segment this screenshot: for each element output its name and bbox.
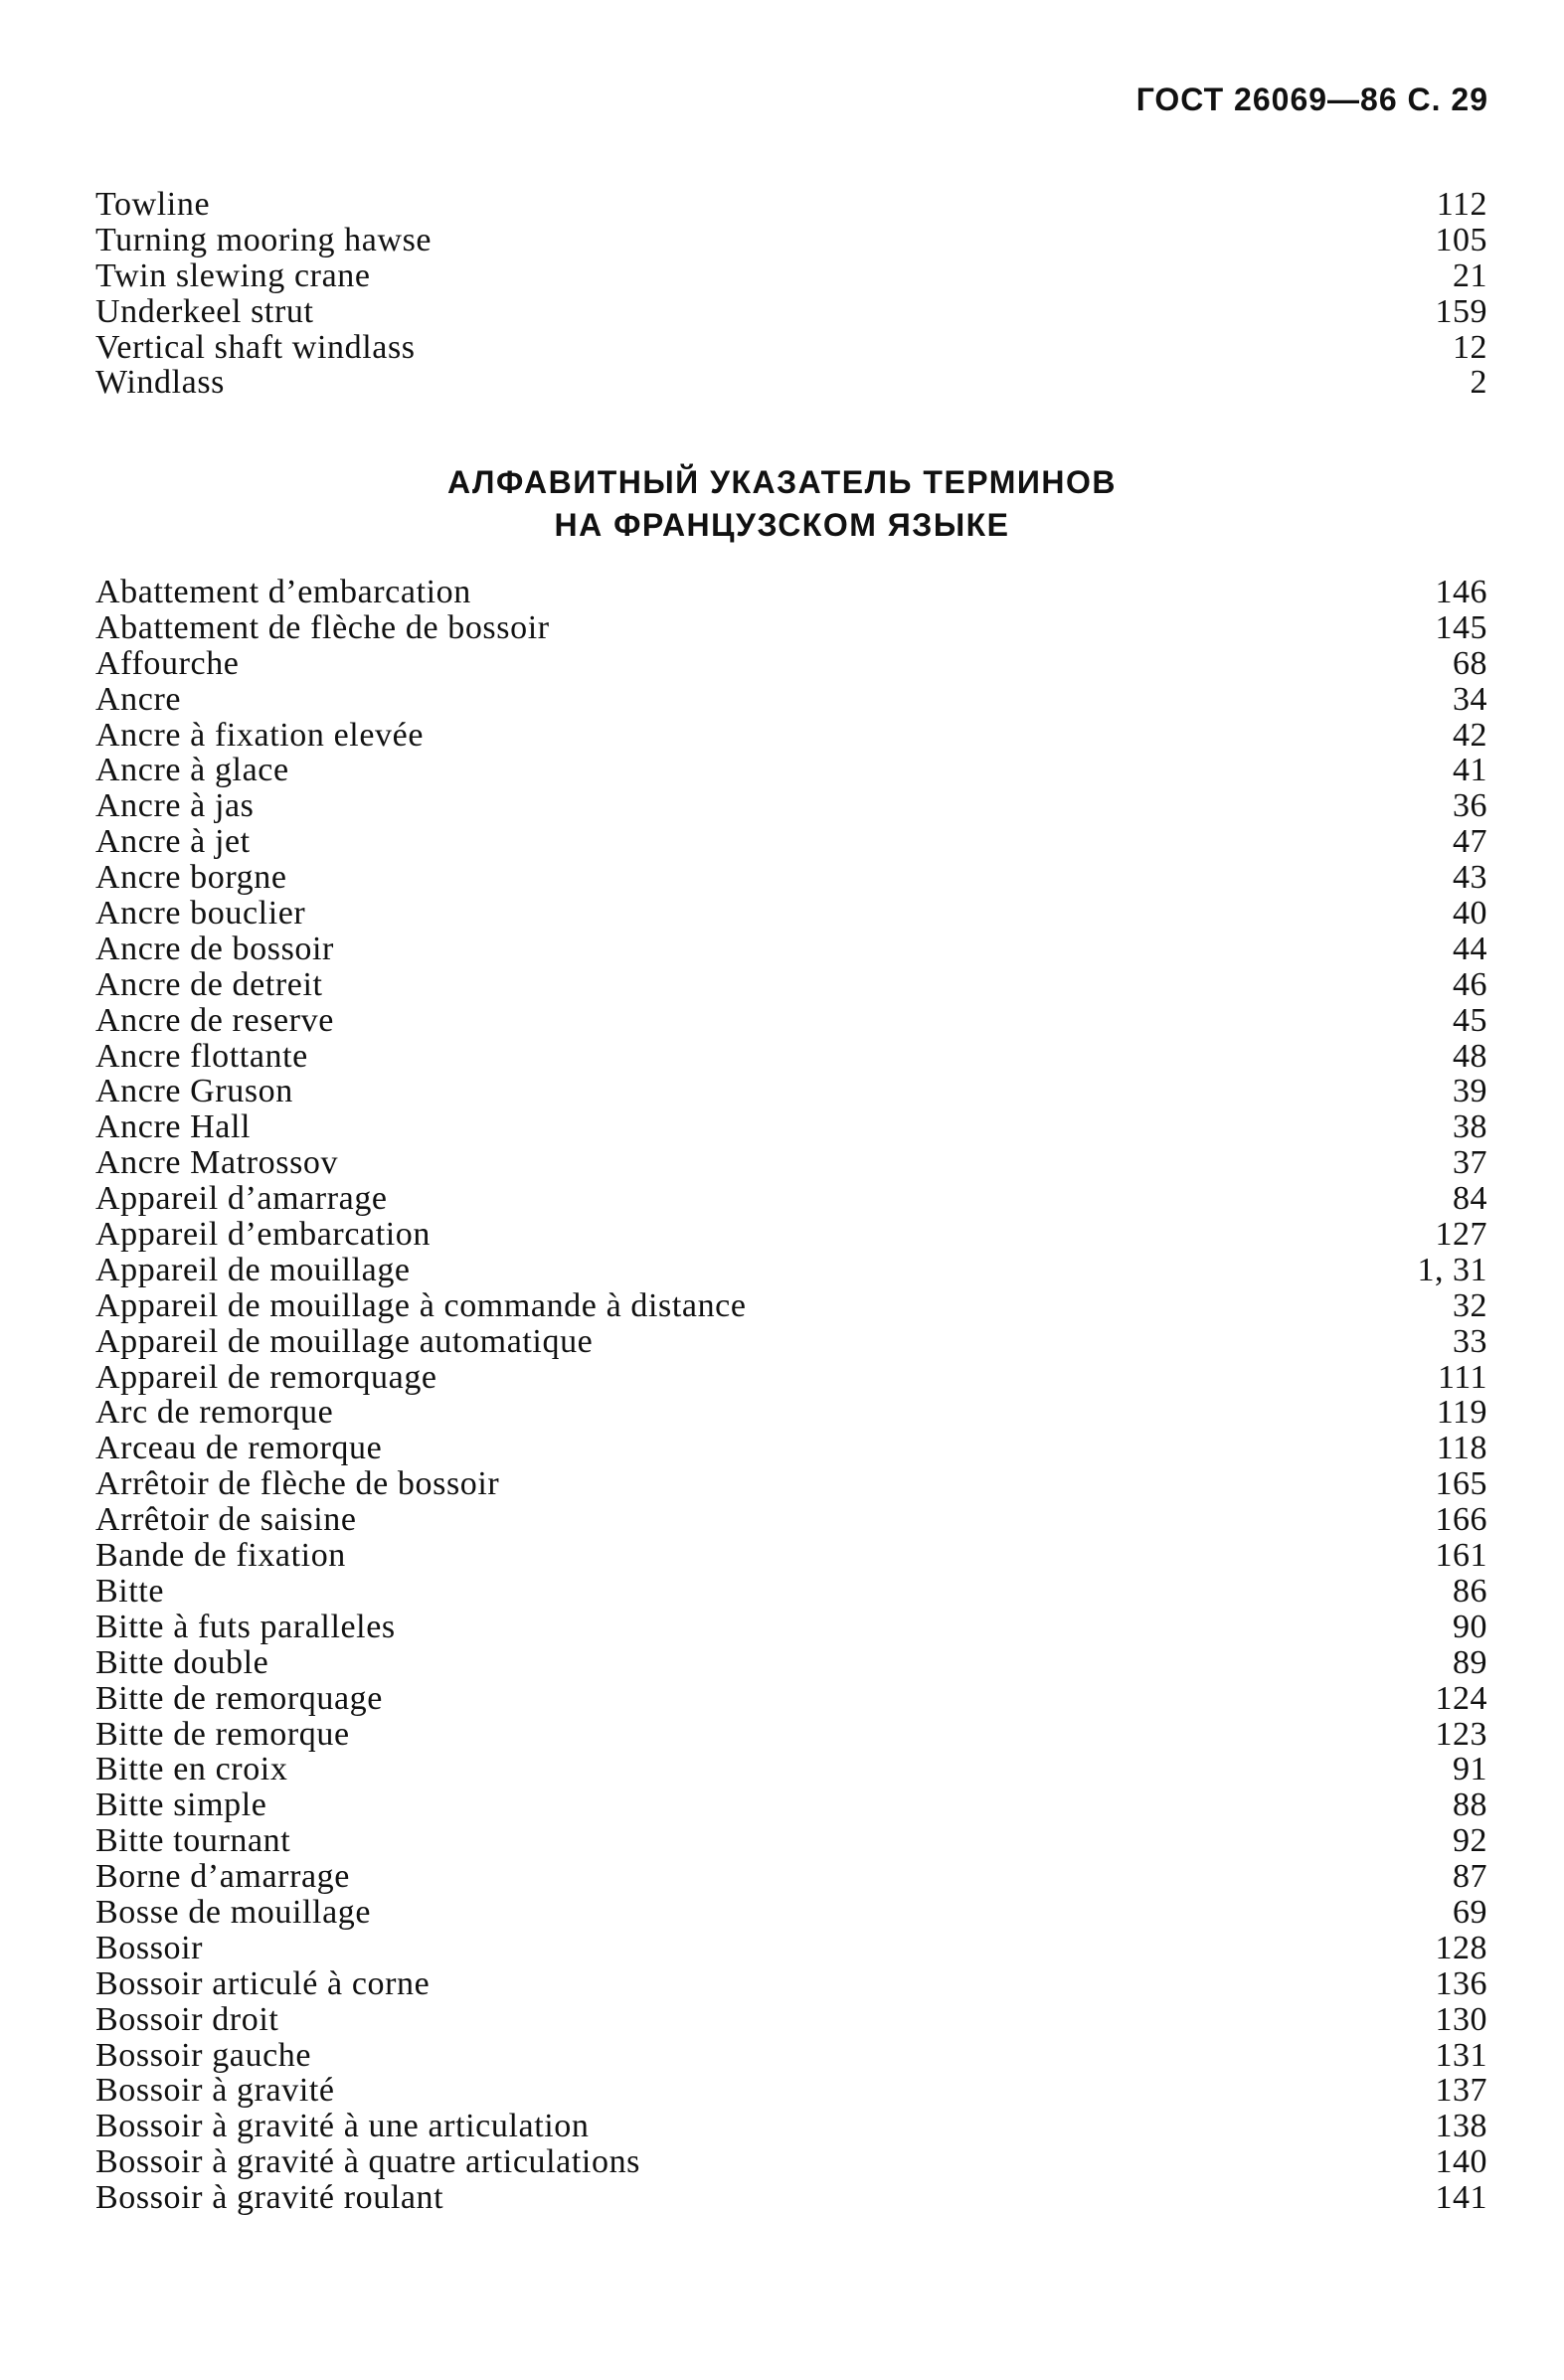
term-text: Appareil d’embarcation: [95, 1216, 431, 1254]
term-number: 48: [1453, 1037, 1487, 1075]
term-text: Twin slewing crane: [95, 256, 371, 294]
term-text: Bitte de remorque: [95, 1715, 350, 1753]
page-header: ГОСТ 26069—86 С. 29: [1135, 82, 1488, 117]
index-entry: [95, 1431, 1487, 1466]
term-text: Ancre de reserve: [95, 1001, 334, 1039]
term-text: Affourche: [95, 644, 240, 682]
term-number: 92: [1453, 1822, 1487, 1860]
term-text: Ancre de bossoir: [95, 930, 334, 967]
section-heading-line-1: АЛФАВИТНЫЙ УКАЗАТЕЛЬ ТЕРМИНОВ: [447, 464, 1117, 500]
term-number: 34: [1453, 680, 1487, 718]
term-text: Bossoir: [95, 1929, 204, 1966]
index-entry: [95, 575, 1487, 610]
term-number: 141: [1435, 2179, 1487, 2217]
index-entry: [95, 753, 1487, 788]
term-text: Bossoir à gravité roulant: [95, 2179, 444, 2217]
index-entry: [95, 187, 1487, 223]
term-number: 47: [1453, 823, 1487, 861]
term-number: 69: [1453, 1893, 1487, 1931]
index-entry: [95, 1538, 1487, 1574]
term-number: 2: [1470, 364, 1487, 402]
index-entry: [95, 2180, 1487, 2216]
term-number: 33: [1453, 1322, 1487, 1360]
term-text: Windlass: [95, 364, 225, 402]
term-text: Turning mooring hawse: [95, 221, 433, 258]
term-text: Bitte de remorquage: [95, 1679, 383, 1717]
index-entry: [95, 1253, 1487, 1288]
term-text: Vertical shaft windlass: [95, 328, 416, 366]
term-number: 105: [1435, 221, 1487, 258]
index-entry: [95, 2073, 1487, 2109]
term-text: Appareil de mouillage à commande à distance: [95, 1286, 747, 1324]
index-entry: [95, 860, 1487, 896]
term-text: Ancre Hall: [95, 1108, 252, 1146]
term-number: 43: [1453, 859, 1487, 897]
index-entry: [95, 2144, 1487, 2180]
term-number: 39: [1453, 1073, 1487, 1110]
term-number: 44: [1453, 930, 1487, 967]
index-entry: [95, 1574, 1487, 1610]
term-number: 161: [1435, 1537, 1487, 1575]
term-number: 111: [1438, 1358, 1487, 1396]
term-number: 86: [1453, 1572, 1487, 1610]
term-number: 165: [1435, 1465, 1487, 1503]
index-entry: [95, 1109, 1487, 1145]
french-term-index: [95, 575, 1487, 2216]
term-number: 118: [1436, 1430, 1487, 1467]
term-text: Bande de fixation: [95, 1537, 346, 1575]
index-entry: [95, 1823, 1487, 1859]
term-number: 124: [1435, 1679, 1487, 1717]
term-number: 112: [1436, 186, 1487, 223]
index-entry: [95, 1003, 1487, 1039]
term-number: 89: [1453, 1643, 1487, 1681]
term-text: Ancre Gruson: [95, 1073, 293, 1110]
index-entry: [95, 1466, 1487, 1502]
term-text: Bitte en croix: [95, 1751, 288, 1788]
term-number: 37: [1453, 1144, 1487, 1182]
term-number: 127: [1435, 1216, 1487, 1254]
index-entry: [95, 896, 1487, 932]
index-entry: [95, 1610, 1487, 1645]
term-number: 166: [1435, 1501, 1487, 1539]
term-text: Appareil d’amarrage: [95, 1180, 388, 1218]
term-number: 131: [1435, 2036, 1487, 2074]
term-text: Bitte simple: [95, 1786, 267, 1824]
term-text: Bossoir à gravité: [95, 2072, 335, 2110]
term-text: Arrêtoir de saisine: [95, 1501, 357, 1539]
term-number: 41: [1453, 752, 1487, 789]
index-entry: [95, 788, 1487, 824]
index-entry: [95, 610, 1487, 646]
term-number: 1, 31: [1417, 1251, 1487, 1288]
term-number: 88: [1453, 1786, 1487, 1824]
section-heading: [0, 461, 1564, 547]
term-text: Bitte double: [95, 1643, 269, 1681]
index-entry: [95, 1502, 1487, 1538]
term-text: Bitte: [95, 1572, 165, 1610]
index-entry: [95, 258, 1487, 294]
term-number: 146: [1435, 574, 1487, 610]
term-text: Ancre à jet: [95, 823, 251, 861]
term-text: Appareil de mouillage automatique: [95, 1322, 594, 1360]
index-entry: [95, 1645, 1487, 1681]
index-entry: [95, 718, 1487, 754]
term-number: 137: [1435, 2072, 1487, 2110]
term-text: Appareil de remorquage: [95, 1358, 437, 1396]
term-text: Bossoir droit: [95, 2000, 279, 2038]
index-entry: [95, 2002, 1487, 2038]
term-number: 140: [1435, 2143, 1487, 2181]
term-number: 138: [1435, 2108, 1487, 2145]
index-entry: [95, 1966, 1487, 2002]
term-number: 42: [1453, 716, 1487, 754]
term-number: 68: [1453, 644, 1487, 682]
term-number: 45: [1453, 1001, 1487, 1039]
term-text: Bitte à futs paralleles: [95, 1608, 396, 1645]
section-heading-line-2: НА ФРАНЦУЗСКОМ ЯЗЫКЕ: [554, 507, 1010, 543]
term-text: Towline: [95, 186, 211, 223]
term-text: Ancre de detreit: [95, 965, 323, 1003]
term-number: 145: [1435, 608, 1487, 646]
index-entry: [95, 1288, 1487, 1324]
term-number: 123: [1435, 1715, 1487, 1753]
index-entry: [95, 1039, 1487, 1075]
index-entry: [95, 1217, 1487, 1253]
term-text: Ancre à fixation elevée: [95, 716, 425, 754]
index-entry: [95, 1859, 1487, 1895]
term-number: 84: [1453, 1180, 1487, 1218]
term-text: Ancre flottante: [95, 1037, 308, 1075]
term-text: Bossoir articulé à corne: [95, 1964, 431, 2002]
index-entry: [95, 365, 1487, 401]
term-text: Bosse de mouillage: [95, 1893, 372, 1931]
term-text: Ancre: [95, 680, 182, 718]
term-number: 90: [1453, 1608, 1487, 1645]
index-entry: [95, 1181, 1487, 1217]
index-entry: [95, 1717, 1487, 1753]
term-text: Ancre Matrossov: [95, 1144, 339, 1182]
index-entry: [95, 1895, 1487, 1931]
index-entry: [95, 223, 1487, 258]
index-entry: [95, 932, 1487, 967]
term-text: Borne d’amarrage: [95, 1858, 350, 1896]
term-number: 119: [1436, 1394, 1487, 1432]
term-number: 21: [1453, 256, 1487, 294]
index-entry: [95, 1931, 1487, 1966]
index-entry: [95, 1681, 1487, 1717]
term-number: 159: [1435, 292, 1487, 330]
index-entry: [95, 646, 1487, 682]
term-number: 136: [1435, 1964, 1487, 2002]
term-number: 40: [1453, 895, 1487, 933]
english-term-index: [95, 187, 1487, 401]
term-text: Ancre bouclier: [95, 895, 306, 933]
term-number: 130: [1435, 2000, 1487, 2038]
term-text: Bitte tournant: [95, 1822, 291, 1860]
term-text: Ancre borgne: [95, 859, 287, 897]
term-number: 91: [1453, 1751, 1487, 1788]
term-number: 36: [1453, 787, 1487, 825]
index-entry: [95, 1324, 1487, 1360]
index-entry: [95, 682, 1487, 718]
index-entry: [95, 1752, 1487, 1787]
index-entry: [95, 824, 1487, 860]
term-number: 38: [1453, 1108, 1487, 1146]
term-number: 128: [1435, 1929, 1487, 1966]
index-entry: [95, 1395, 1487, 1431]
index-entry: [95, 2038, 1487, 2074]
index-entry: [95, 1360, 1487, 1396]
term-text: Abattement de flèche de bossoir: [95, 608, 550, 646]
term-number: 32: [1453, 1286, 1487, 1324]
term-number: 12: [1453, 328, 1487, 366]
term-text: Bossoir à gravité à quatre articulations: [95, 2143, 640, 2181]
term-text: Arrêtoir de flèche de bossoir: [95, 1465, 500, 1503]
term-text: Ancre à jas: [95, 787, 255, 825]
term-text: Arceau de remorque: [95, 1430, 383, 1467]
term-text: Arc de remorque: [95, 1394, 334, 1432]
index-entry: [95, 330, 1487, 366]
term-text: Ancre à glace: [95, 752, 289, 789]
term-text: Bossoir à gravité à une articulation: [95, 2108, 590, 2145]
term-number: 46: [1453, 965, 1487, 1003]
index-entry: [95, 1145, 1487, 1181]
index-entry: [95, 2109, 1487, 2144]
index-entry: [95, 1074, 1487, 1109]
index-entry: [95, 967, 1487, 1003]
term-number: 87: [1453, 1858, 1487, 1896]
term-text: Bossoir gauche: [95, 2036, 312, 2074]
term-text: Abattement d’embarcation: [95, 574, 471, 610]
term-text: Appareil de mouillage: [95, 1251, 411, 1288]
index-entry: [95, 294, 1487, 330]
term-text: Underkeel strut: [95, 292, 314, 330]
index-entry: [95, 1787, 1487, 1823]
